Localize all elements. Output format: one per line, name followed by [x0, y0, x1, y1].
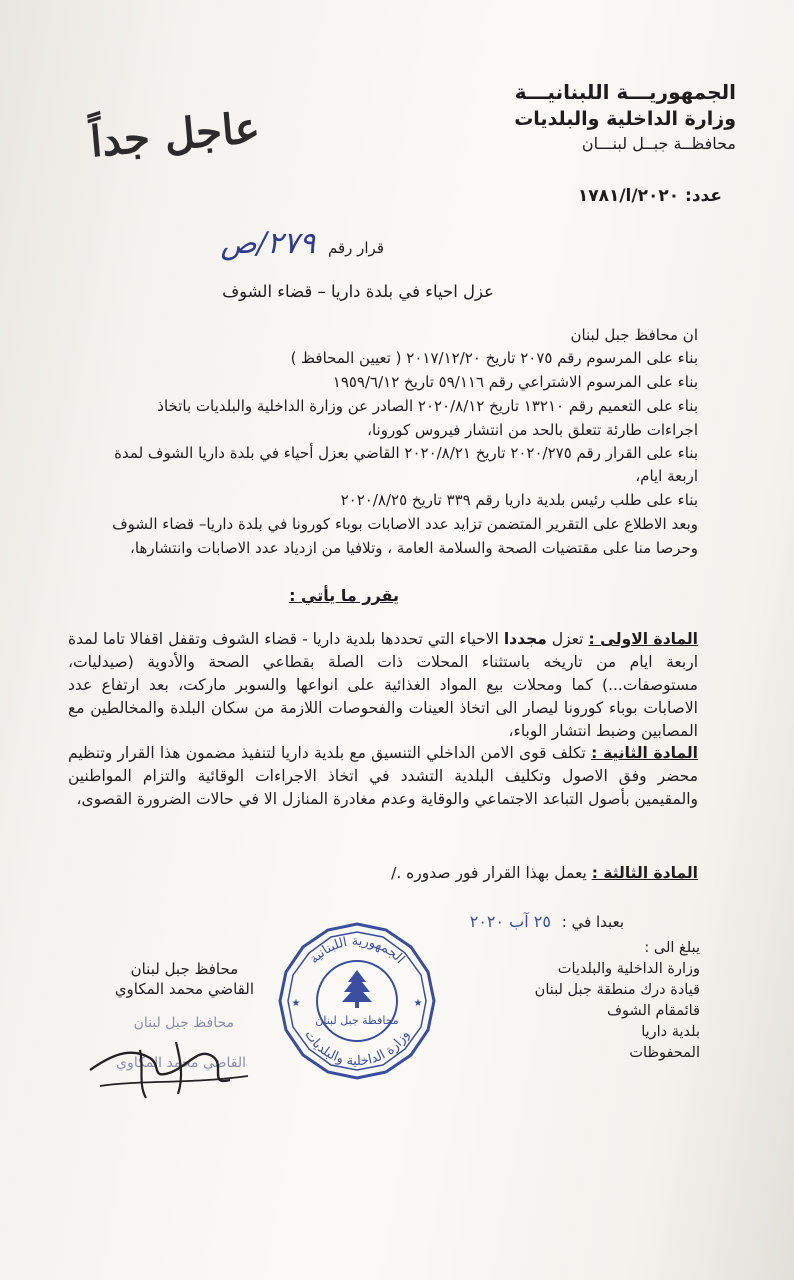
header-republic: الجمهوريـــة اللبنانيـــة — [514, 80, 736, 104]
preamble-line: وحرصا منا على مقتضيات الصحة والسلامة العامة ، وتلافيا من ازدياد عدد الاصابات وانتشارها، — [130, 539, 698, 557]
preamble-line: بناء على القرار رقم ٢٠٢٠/٢٧٥ تاريخ ٢٠٢٠/٨/٢١ القاضي بعزل أحياء في بلدة داريا الشوف لمدة — [114, 444, 698, 462]
preamble-line: بناء على طلب رئيس بلدية داريا رقم ٣٣٩ تاريخ ٢٠٢٠/٨/٢٥ — [340, 491, 698, 509]
preamble-line: وبعد الاطلاع على التقرير المتضمن تزايد عدد الاصابات بوباء كورونا في بلدة داريا– قضاء الشوف — [112, 515, 698, 533]
article-1-emphasis: مجددا — [503, 630, 547, 648]
seal-star-icon: ★ — [413, 998, 423, 1009]
decision-label: قرار رقم — [327, 239, 384, 257]
preamble-line: بناء على المرسوم الاشتراعي رقم ٥٩/١١٦ تاريخ ١٩٥٩/٦/١٢ — [332, 373, 698, 391]
urgent-stamp: عاجل جداً — [88, 102, 262, 167]
preamble-line: بناء على المرسوم رقم ٢٠٧٥ تاريخ ٢٠١٧/١٢/٢٠ ( تعيين المحافظ ) — [290, 349, 698, 367]
signature-stamp-name: القاضي محمد المكاوي — [116, 1055, 246, 1071]
seal-top-text: الجمهورية اللبنانية — [306, 933, 408, 967]
article-2-text: تكلف قوى الامن الداخلي التنسيق مع بلدية داريا لتنفيذ مضمون هذا القرار وتنظيم محضر وفق الاصول وتكليف البلدية التشدد في اتخاذ الاجراءات الوقائية والتزام المواطنين والمقيمين بأصول التباعد الاجتماعي والوقاية وعدم مغادرة المنازل الا في حالات الضرورة القصوى، — [68, 744, 698, 808]
header-ministry: وزارة الداخلية والبلديات — [514, 108, 736, 130]
issue-date-label: بعبدا في : — [561, 913, 624, 931]
distribution-item: وزارة الداخلية والبلديات — [557, 961, 700, 977]
decision-handwritten-number: ٢٧٩/ص — [220, 226, 316, 261]
cedar-icon — [342, 970, 372, 1008]
reference-label: عدد: — [685, 186, 722, 206]
distribution-label: يبلغ الى : — [644, 940, 700, 956]
distribution-item: قائمقام الشوف — [606, 1003, 700, 1019]
article-3-label: المادة الثالثة : — [591, 864, 698, 882]
handwritten-signature — [80, 1028, 260, 1108]
seal-bottom-text: وزارة الداخلية والبلديات — [301, 1027, 413, 1070]
distribution-item: بلدية داريا — [641, 1024, 700, 1040]
distribution-list — [480, 938, 700, 1064]
article-1-text: الاحياء التي تحددها بلدية داريا - قضاء الشوف وتقفل اقفالا تاما لمدة اربعة ايام من تاريخه باستثناء المحلات ذات الصلة بقطاعي الصحة والأدوية (صيدليات، مستوصفات...) كما ومحلات بيع المواد الغذائية على انواعها والسوبر ماركت، بعد ارتفاع عدد الاصابات بوباء كورونا ليصار الى اتخاذ العينات والفحوصات اللازمة من سكان البلدة والمخالطين مع المصابين وضبط انتشار الوباء، — [68, 630, 698, 740]
preamble-line: ان محافظ جبل لبنان — [570, 326, 698, 344]
decision-title: عزل احياء في بلدة داريا – قضاء الشوف — [222, 282, 494, 301]
signatory-title: محافظ جبل لبنان — [130, 960, 239, 978]
distribution-item: المحفوظات — [629, 1045, 700, 1061]
signature-stamp-title: محافظ جبل لبنان — [133, 1015, 234, 1031]
reference-number — [578, 186, 722, 206]
seal-star-icon: ★ — [291, 998, 301, 1009]
header-governorate: محافظــة جبــل لبنـــان — [581, 134, 736, 153]
official-seal — [276, 920, 438, 1082]
issue-date-value: ٢٥ آب ٢٠٢٠ — [469, 912, 551, 931]
signature-block — [115, 960, 254, 998]
signatory-name: القاضي محمد المكاوي — [114, 980, 254, 998]
decision-number — [220, 226, 384, 261]
issue-date — [470, 912, 624, 931]
article-1 — [68, 628, 698, 743]
article-3 — [68, 862, 698, 885]
reference-value: ٢٠٢٠/ا/١٧٨١ — [577, 186, 680, 206]
preamble-line: بناء على التعميم رقم ١٣٢١٠ تاريخ ٢٠٢٠/٨/١٢ الصادر عن وزارة الداخلية والبلديات باتخاذ — [157, 397, 698, 415]
article-2-label: المادة الثانية : — [591, 744, 698, 762]
article-2 — [68, 742, 698, 811]
seal-center-text: محافظة جبل لبنان — [315, 1014, 399, 1027]
preamble-line: اربعة ايام، — [635, 467, 698, 485]
distribution-item: قيادة درك منطقة جبل لبنان — [534, 982, 700, 998]
decides-heading: يقرر ما يأتي : — [289, 586, 399, 605]
article-3-text: يعمل بهذا القرار فور صدوره ./ — [391, 864, 592, 882]
preamble-line: اجراءات طارئة تتعلق بالحد من انتشار فيروس كورونا، — [367, 421, 698, 439]
article-1-pre: تعزل — [546, 630, 589, 648]
article-1-label: المادة الاولى : — [588, 630, 698, 648]
